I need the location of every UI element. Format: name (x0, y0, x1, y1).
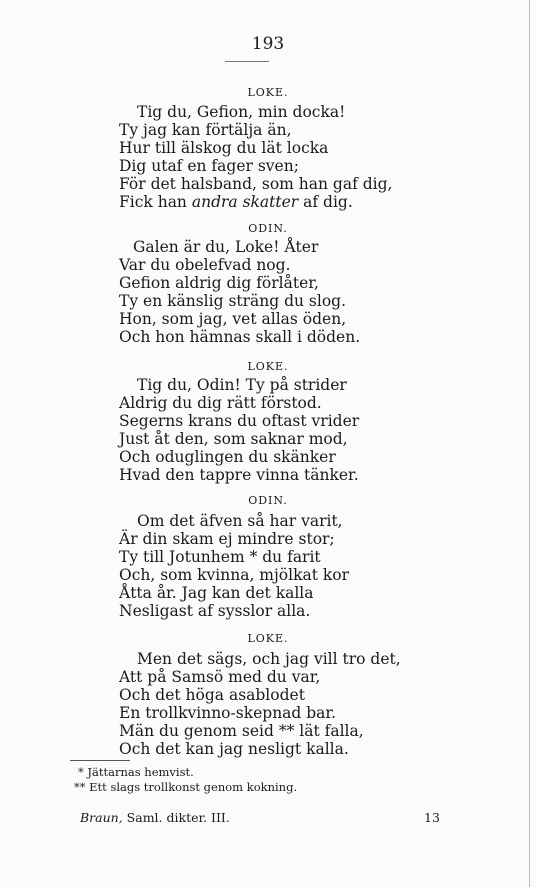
verse-line: Segerns krans du oftast vrider (119, 412, 360, 430)
verse-line (119, 193, 353, 211)
signature-author: Braun, (80, 810, 123, 825)
verse-line: Aldrig du dig rätt förstod. (119, 394, 322, 412)
verse-line: Och oduglingen du skänker (119, 448, 336, 466)
verse-line: Ty till Jotunhem * du farit (119, 548, 321, 566)
footnote: ** Ett slags trollkonst genom kokning. (74, 780, 298, 794)
verse-line: Just åt den, som saknar mod, (119, 430, 348, 448)
footnote-rule (70, 760, 130, 761)
verse-line: Ty jag kan förtälja än, (119, 121, 292, 139)
verse-line: Tig du, Odin! Ty på strider (137, 376, 347, 394)
verse-line: En trollkvinno-skepnad bar. (119, 704, 337, 722)
verse-line: Nesligast af sysslor alla. (119, 602, 311, 620)
verse-line: Män du genom seid ** lät falla, (119, 722, 364, 740)
verse-line: Är din skam ej mindre stor; (119, 530, 335, 548)
verse-text: af dig. (298, 193, 353, 211)
page-edge (529, 0, 530, 887)
verse-line: Tig du, Gefion, min docka! (137, 103, 346, 121)
verse-line: För det halsband, som han gaf dig, (119, 175, 393, 193)
footnote: * Jättarnas hemvist. (78, 765, 194, 779)
verse-line: Ty en känslig sträng du slog. (119, 292, 347, 310)
verse-line: Och hon hämnas skall i döden. (119, 328, 361, 346)
verse-text: Fick han (119, 193, 192, 211)
sheet-number: 13 (424, 810, 440, 825)
page-number: 193 (251, 34, 285, 54)
verse-italic: andra skatter (191, 193, 299, 211)
speaker-label: LOKE. (247, 632, 289, 645)
verse-line: Och, som kvinna, mjölkat kor (119, 566, 350, 584)
speaker-label: LOKE. (247, 86, 289, 99)
signature-line (80, 810, 230, 825)
verse-line: Om det äfven så har varit, (137, 512, 343, 530)
header-rule (225, 61, 269, 62)
verse-line: Men det sägs, och jag vill tro det, (137, 650, 401, 668)
verse-line: Var du obelefvad nog. (119, 256, 291, 274)
verse-line: Och det höga asablodet (119, 686, 305, 704)
verse-line: Och det kan jag nesligt kalla. (119, 740, 349, 758)
verse-line: Hvad den tappre vinna tänker. (119, 466, 359, 484)
verse-line: Dig utaf en fager sven; (119, 157, 299, 175)
verse-line: Galen är du, Loke! Åter (133, 238, 319, 256)
verse-line: Åtta år. Jag kan det kalla (119, 584, 314, 602)
verse-line: Gefion aldrig dig förlåter, (119, 274, 319, 292)
verse-line: Att på Samsö med du var, (119, 668, 321, 686)
speaker-label: ODIN. (248, 222, 288, 235)
speaker-label: LOKE. (247, 360, 289, 373)
speaker-label: ODIN. (248, 494, 288, 507)
verse-line: Hur till älskog du lät locka (119, 139, 329, 157)
signature-title: Saml. dikter. III. (122, 810, 230, 825)
verse-line: Hon, som jag, vet allas öden, (119, 310, 347, 328)
